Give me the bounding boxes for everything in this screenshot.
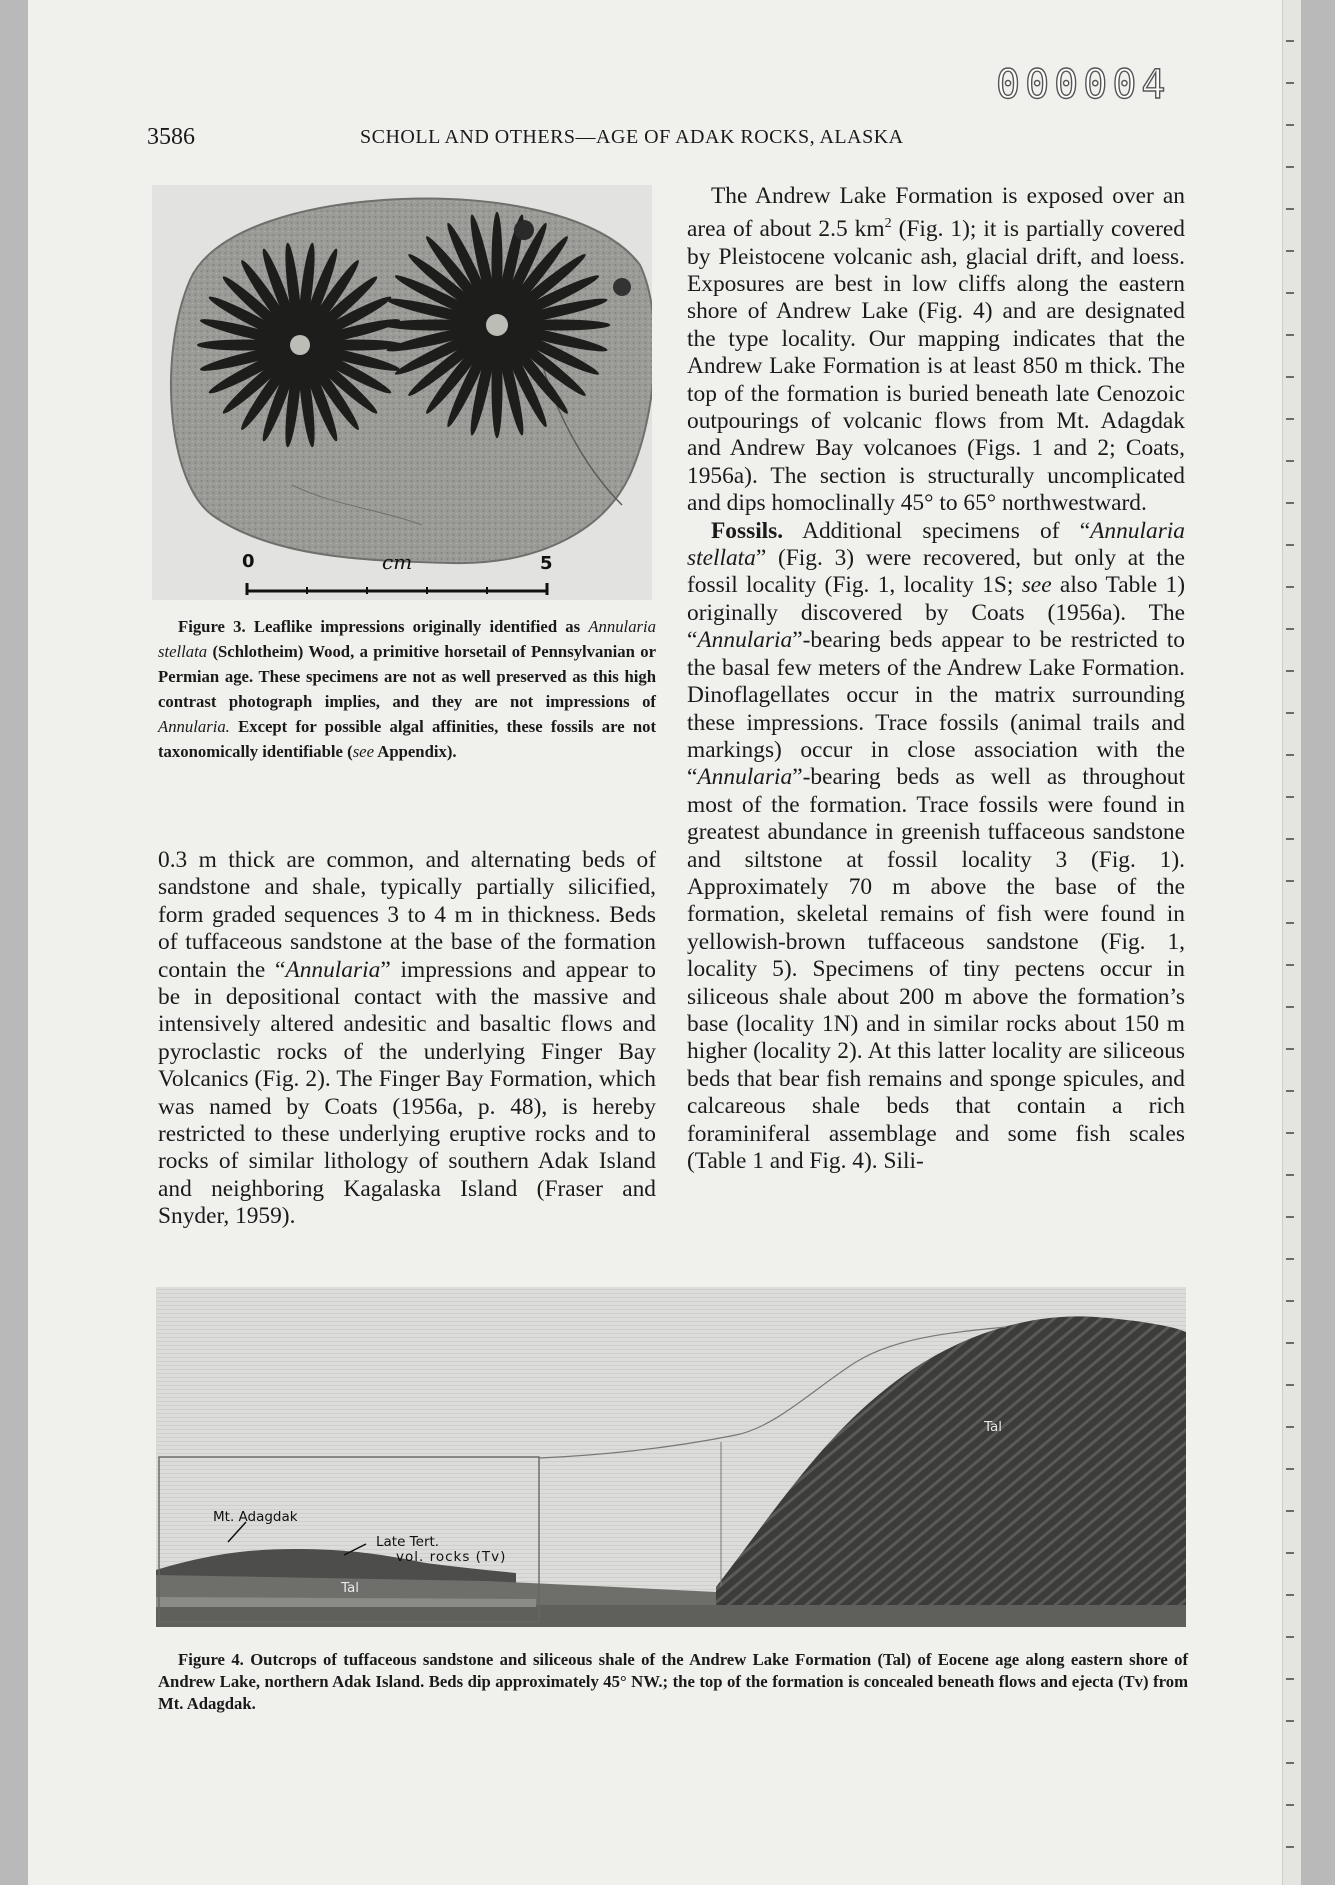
figure-4-caption (158, 1649, 1188, 1715)
italic-term: Annularia (285, 956, 381, 983)
figure-3-photo (152, 185, 652, 600)
text-run: ”-bearing beds as well as throughout most of the formation. Trace fossils were found in greatest abundance in greenish tuffaceous sandstone and siltstone at fossil locality 3 (Fig. 1). Approximately 70 m above the base of the formation, skeletal remains of fish were found in yellowish-brown tuffaceous sandstone (Fig. 1, locality 5). Specimens of tiny pectens occur in siliceous shale about 200 m above the formation’s base (locality 1N) and in similar rocks about 150 m higher (locality 2). At this latter locality are siliceous beds that bear fish remains and sponge spicules, and calcareous shale beds that contain a rich foraminiferal assemblage and some fish scales (Table 1 and Fig. 4). Sili- (687, 764, 1185, 1175)
caption-text: (Schlotheim) Wood, a primitive horsetail of Pennsylvanian or Permian age. These specimens are not as well preserved as this high contrast photograph implies, and they are not impressions of (158, 642, 656, 711)
scale-end: 5 (540, 553, 553, 574)
caption-text: Outcrops of tuffaceous sandstone and siliceous shale of the Andrew Lake Formation (Tal) of Eocene age along eastern shore of Andrew Lake, northern Adak Island. Beds dip approximately 45° NW.; the top of the formation is concealed beneath flows and ejecta (Tv) from Mt. Adagdak. (158, 1650, 1188, 1713)
document-stamp: 000004 (996, 62, 1171, 108)
left-column (158, 847, 656, 1231)
sheet-edge-strip (1282, 0, 1301, 1885)
caption-label: Figure 3. (178, 617, 246, 636)
label-vol-rocks: vol. rocks (Tv) (396, 1549, 507, 1565)
superscript: 2 (884, 216, 892, 232)
text-run: Additional specimens of “ (783, 517, 1091, 544)
paragraph (158, 847, 656, 1231)
text-run: ”-bearing beds appear to be restricted to the basal few meters of the Andrew Lake Formation. Dinoflagellates occur in the matrix surrounding these impressions. Trace fossils (animal trails and markings) occur in close association with the “ (687, 627, 1185, 791)
italic-term: Annularia stellata (687, 517, 1185, 572)
caption-taxon: Annularia. (158, 717, 230, 736)
caption-label: Figure 4. (178, 1650, 244, 1669)
outcrop-landscape-image (156, 1287, 1186, 1627)
text-run: also Table 1) originally discovered by Coats (1956a). The “ (687, 572, 1185, 654)
text-run: The Andrew Lake Formation is exposed over an area of about 2.5 km (687, 183, 1185, 243)
running-head: SCHOLL AND OTHERS—AGE OF ADAK ROCKS, ALASKA (360, 126, 904, 148)
caption-taxon: Annularia stellata (158, 617, 657, 661)
label-mt-adagdak: Mt. Adagdak (213, 1509, 298, 1525)
text-run: ” impressions and appear to be in depositional contact with the massive and intensively altered andesitic and basaltic flows and pyroclastic rocks of the underlying Finger Bay Volcanics (Fig. 2). The Finger Bay Formation, which was named by Coats (1956a, p. 48), is hereby restricted to these underlying eruptive rocks and to rocks of similar lithology of southern Adak Island and neighboring Kagalaska Island (Fraser and Snyder, 1959). (158, 956, 656, 1230)
fossil-rock-image (152, 185, 652, 600)
page-number: 3586 (147, 124, 195, 150)
paragraph (687, 518, 1185, 1176)
label-late-tert: Late Tert. (376, 1534, 440, 1550)
figure-4-photo (156, 1287, 1186, 1627)
paragraph (687, 183, 1185, 518)
caption-see: see (352, 742, 374, 761)
label-tal-foreground: Tal (341, 1580, 360, 1596)
italic-term: see (1021, 572, 1052, 599)
text-run: (Fig. 1); it is partially covered by Pleistocene volcanic ash, glacial drift, and loess. Exposures are best in low cliffs along the eastern shore of Andrew Lake (Fig. 4) and are designated the type locality. Our mapping indicates that the Andrew Lake Formation is at least 850 m thick. The top of the formation is buried beneath late Cenozoic outpourings of volcanic flows from Mt. Adagdak and Andrew Bay volcanoes (Figs. 1 and 2; Coats, 1956a). The section is structurally uncomplicated and dips homoclinally 45° to 65° northwestward. (687, 216, 1186, 517)
caption-text: Except for possible algal affinities, these fossils are not taxonomically identifiable ( (158, 717, 657, 761)
label-tal-cliff: Tal (984, 1419, 1003, 1435)
figure-3-caption (158, 614, 656, 764)
text-run: ” (Fig. 3) were recovered, but only at the fossil locality (Fig. 1, locality 1S; (687, 545, 1185, 599)
text-run: 0.3 m thick are common, and alternating beds of sandstone and shale, typically partially silicified, form graded sequences 3 to 4 m in thickness. Beds of tuffaceous sandstone at the base of the formation contain the “ (158, 847, 656, 983)
right-column (687, 183, 1185, 1175)
caption-text: Appendix). (377, 742, 457, 761)
scale-zero: 0 (242, 551, 255, 572)
caption-text: Leaflike impressions originally identified as (253, 617, 581, 636)
italic-term: Annularia (697, 627, 793, 654)
scale-unit: cm (382, 550, 413, 574)
section-heading: Fossils. (711, 517, 784, 544)
italic-term: Annularia (697, 764, 793, 791)
